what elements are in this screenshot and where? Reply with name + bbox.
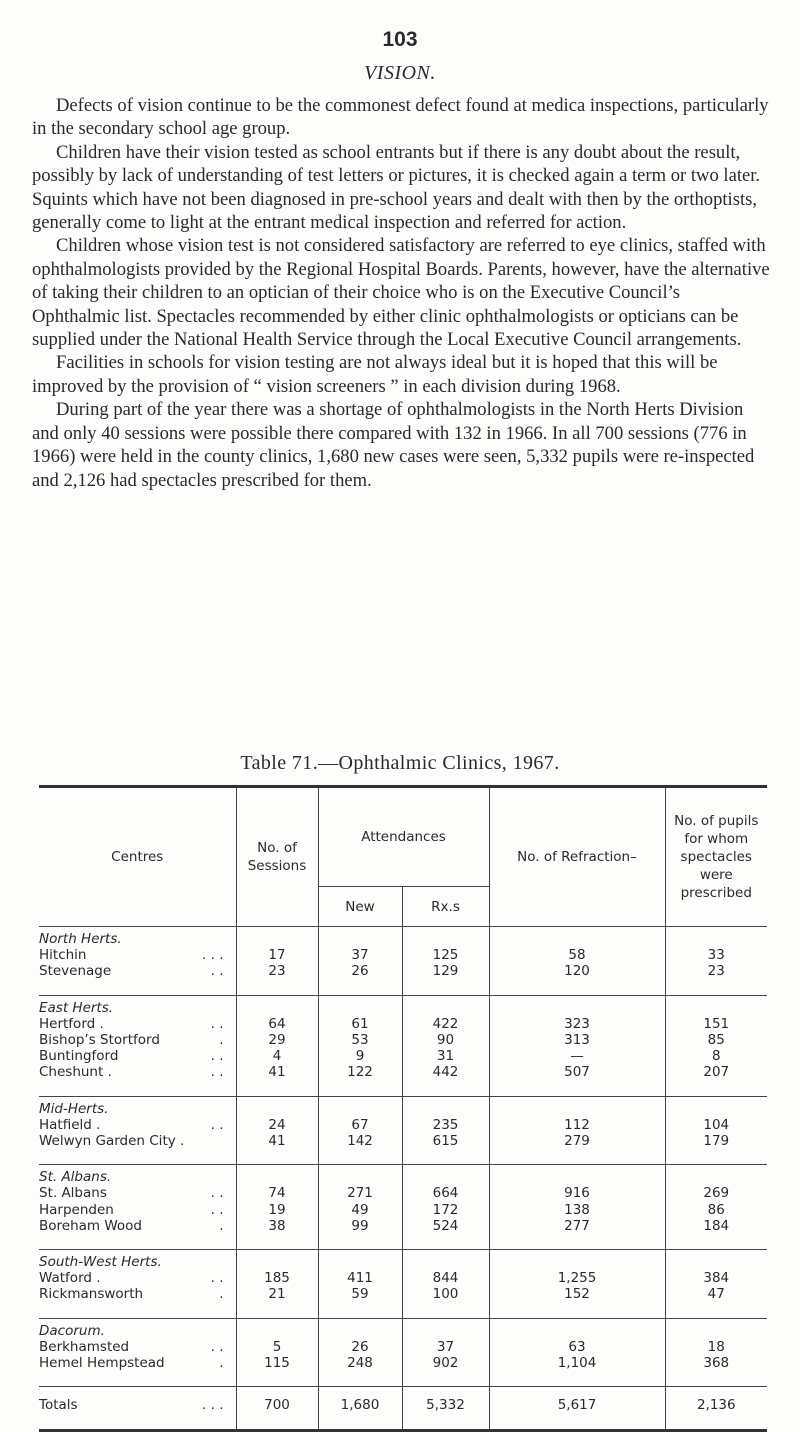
centre-name: Welwyn Garden City . xyxy=(39,1133,185,1150)
paragraph: Children whose vision test is not considered satisfactory are referred to eye clinics, staffed with ophthalmologists provided by the Regional Hospital Boards. Parents, however, have the alternative of taking their children to an optician of their choice who is on the Executive Council’s Ophthalmic list. Spectacles recommended by either clinic ophthalmologists or opticians can be supplied under the National Health Service through the Local Executive Council arrangements. xyxy=(32,235,770,351)
totals-row xyxy=(39,1387,767,1431)
sessions-cell: 74 xyxy=(236,1185,318,1201)
table-row xyxy=(39,1185,767,1201)
rxs-cell: 664 xyxy=(402,1185,489,1201)
paragraph: Children have their vision tested as school entrants but if there is any doubt about the result, possibly by lack of understanding of test letters or pictures, it is checked again a term or two later. Squints which have not been diagnosed in pre-school years and dealt with then by the orthoptists, generally come to light at the entrant medical inspection and referred for action. xyxy=(32,141,761,234)
rxs-cell: 90 xyxy=(402,1032,489,1048)
header-spectacles: No. of pupils for whom spectacles were prescribed xyxy=(665,787,767,927)
spectacles-cell: 85 xyxy=(665,1032,767,1048)
centre-name: Boreham Wood xyxy=(39,1217,142,1234)
total-refraction-cell: 5,617 xyxy=(489,1387,665,1431)
centre-name: Watford . xyxy=(39,1270,101,1287)
rxs-cell: 100 xyxy=(402,1286,489,1318)
empty-cell xyxy=(665,927,767,948)
paragraph: During part of the year there was a shortage of ophthalmologists in the North Herts Division and only 40 sessions were possible there compared with 132 in 1966. In all 700 sessions (776 in 1966) were held in the county clinics, 1,680 new cases were seen, 5,332 pupils were re-inspected and 2,126 had spectacles prescribed for them. xyxy=(32,399,755,491)
sessions-cell: 38 xyxy=(236,1218,318,1250)
empty-cell xyxy=(318,1165,402,1186)
centre-cell xyxy=(39,1117,236,1133)
spectacles-cell: 384 xyxy=(665,1270,767,1286)
empty-cell xyxy=(665,1318,767,1339)
refraction-cell: 1,255 xyxy=(489,1270,665,1286)
group-name: Dacorum. xyxy=(39,1322,105,1339)
new-cell: 49 xyxy=(318,1202,402,1218)
rxs-cell: 524 xyxy=(402,1218,489,1250)
centre-cell xyxy=(39,1286,236,1318)
centre-name: Stevenage xyxy=(39,963,112,980)
empty-cell xyxy=(236,995,318,1016)
total-sessions-cell: 700 xyxy=(236,1387,318,1431)
empty-cell xyxy=(489,927,665,948)
spectacles-cell: 104 xyxy=(665,1117,767,1133)
refraction-cell: 507 xyxy=(489,1064,665,1096)
table-row xyxy=(39,1016,767,1032)
centre-cell xyxy=(39,1339,236,1355)
total-new-cell: 1,680 xyxy=(318,1387,402,1431)
table-row xyxy=(39,1117,767,1133)
table-row xyxy=(39,1339,767,1355)
empty-cell xyxy=(236,1165,318,1186)
header-rxs: Rx.s xyxy=(402,887,489,927)
group-header-row xyxy=(39,1096,767,1117)
sessions-cell: 41 xyxy=(236,1064,318,1096)
spectacles-cell: 151 xyxy=(665,1016,767,1032)
spectacles-cell: 86 xyxy=(665,1202,767,1218)
total-spectacles-cell: 2,136 xyxy=(665,1387,767,1431)
refraction-cell: 279 xyxy=(489,1133,665,1165)
header-new: New xyxy=(318,887,402,927)
group-name: South-West Herts. xyxy=(39,1254,162,1271)
empty-cell xyxy=(489,1318,665,1339)
sessions-cell: 4 xyxy=(236,1048,318,1064)
sessions-cell: 115 xyxy=(236,1355,318,1387)
centre-name: Buntingford xyxy=(39,1048,119,1065)
totals-label: Totals xyxy=(39,1397,78,1414)
refraction-cell: 152 xyxy=(489,1286,665,1318)
centre-name: Hertford . xyxy=(39,1015,104,1032)
leader-dots: . . . xyxy=(202,947,224,964)
sessions-cell: 185 xyxy=(236,1270,318,1286)
sessions-cell: 17 xyxy=(236,947,318,963)
centre-name: Rickmansworth xyxy=(39,1286,144,1303)
rxs-cell: 37 xyxy=(402,1339,489,1355)
centre-cell xyxy=(39,1048,236,1064)
new-cell: 271 xyxy=(318,1185,402,1201)
new-cell: 411 xyxy=(318,1270,402,1286)
centre-cell xyxy=(39,1185,236,1201)
empty-cell xyxy=(489,1250,665,1271)
table-row xyxy=(39,947,767,963)
sessions-cell: 21 xyxy=(236,1286,318,1318)
spectacles-cell: 179 xyxy=(665,1133,767,1165)
spectacles-cell: 269 xyxy=(665,1185,767,1201)
paragraph: Facilities in schools for vision testing are not always ideal but it is hoped that this will be improved by the provision of “ vision screeners ” in each division during 1968. xyxy=(32,352,718,397)
leader-dots: . . xyxy=(210,1201,224,1218)
empty-cell xyxy=(489,995,665,1016)
page-number: 103 xyxy=(382,28,418,51)
refraction-cell: 138 xyxy=(489,1202,665,1218)
refraction-cell: 277 xyxy=(489,1218,665,1250)
leader-dots: . . xyxy=(210,1338,224,1355)
table-title: Table 71.—Ophthalmic Clinics, 1967. xyxy=(240,752,560,774)
refraction-cell: 120 xyxy=(489,963,665,995)
leader-dots: . . xyxy=(210,1064,224,1081)
empty-cell xyxy=(236,1250,318,1271)
header-refraction: No. of Refraction– xyxy=(489,787,665,927)
leader-dots: . xyxy=(219,1217,224,1234)
ophthalmic-clinics-table xyxy=(39,785,767,1432)
centre-cell xyxy=(39,1355,236,1387)
centre-name: St. Albans xyxy=(39,1185,107,1202)
centre-cell xyxy=(39,1064,236,1096)
centre-cell xyxy=(39,1032,236,1048)
refraction-cell: 63 xyxy=(489,1339,665,1355)
empty-cell xyxy=(402,1165,489,1186)
header-attendances: Attendances xyxy=(318,787,489,887)
leader-dots: . xyxy=(219,1032,224,1049)
new-cell: 248 xyxy=(318,1355,402,1387)
total-rxs-cell: 5,332 xyxy=(402,1387,489,1431)
sessions-cell: 41 xyxy=(236,1133,318,1165)
rxs-cell: 172 xyxy=(402,1202,489,1218)
sessions-cell: 5 xyxy=(236,1339,318,1355)
sessions-cell: 23 xyxy=(236,963,318,995)
spectacles-cell: 184 xyxy=(665,1218,767,1250)
centre-name: Hemel Hempstead xyxy=(39,1355,165,1372)
group-name: St. Albans. xyxy=(39,1169,112,1186)
sessions-cell: 24 xyxy=(236,1117,318,1133)
table-row xyxy=(39,1286,767,1318)
leader-dots: . . xyxy=(210,1116,224,1133)
centre-cell xyxy=(39,1270,236,1286)
empty-cell xyxy=(665,995,767,1016)
new-cell: 37 xyxy=(318,947,402,963)
rxs-cell: 615 xyxy=(402,1133,489,1165)
new-cell: 67 xyxy=(318,1117,402,1133)
centre-name: Berkhamsted xyxy=(39,1338,130,1355)
new-cell: 26 xyxy=(318,1339,402,1355)
spectacles-cell: 33 xyxy=(665,947,767,963)
rxs-cell: 844 xyxy=(402,1270,489,1286)
rxs-cell: 902 xyxy=(402,1355,489,1387)
centre-cell xyxy=(39,1202,236,1218)
rxs-cell: 235 xyxy=(402,1117,489,1133)
empty-cell xyxy=(665,1096,767,1117)
group-header-row xyxy=(39,1165,767,1186)
empty-cell xyxy=(402,1318,489,1339)
table-row xyxy=(39,1202,767,1218)
centre-cell xyxy=(39,1218,236,1250)
centre-name: Hitchin xyxy=(39,947,87,964)
new-cell: 9 xyxy=(318,1048,402,1064)
empty-cell xyxy=(402,1250,489,1271)
table-row xyxy=(39,1064,767,1096)
table-body xyxy=(39,927,767,1431)
empty-cell xyxy=(489,1165,665,1186)
empty-cell xyxy=(318,1318,402,1339)
totals-cell xyxy=(39,1387,236,1431)
centre-cell xyxy=(39,947,236,963)
empty-cell xyxy=(318,995,402,1016)
refraction-cell: — xyxy=(489,1048,665,1064)
refraction-cell: 112 xyxy=(489,1117,665,1133)
table-row xyxy=(39,1133,767,1165)
group-header-row xyxy=(39,1318,767,1339)
new-cell: 122 xyxy=(318,1064,402,1096)
refraction-cell: 323 xyxy=(489,1016,665,1032)
leader-dots: . . xyxy=(210,1270,224,1287)
group-header-row xyxy=(39,995,767,1016)
empty-cell xyxy=(665,1250,767,1271)
spectacles-cell: 8 xyxy=(665,1048,767,1064)
section-title: VISION. xyxy=(364,62,436,84)
leader-dots: . . xyxy=(210,1015,224,1032)
rxs-cell: 442 xyxy=(402,1064,489,1096)
empty-cell xyxy=(665,1165,767,1186)
empty-cell xyxy=(402,995,489,1016)
empty-cell xyxy=(402,1096,489,1117)
group-header-row xyxy=(39,1250,767,1271)
table-row xyxy=(39,1218,767,1250)
centre-cell xyxy=(39,1016,236,1032)
empty-cell xyxy=(236,1096,318,1117)
header-centres: Centres xyxy=(39,787,236,927)
leader-dots: . xyxy=(219,1355,224,1372)
leader-dots: . . xyxy=(210,963,224,980)
body-text xyxy=(32,94,770,492)
sessions-cell: 29 xyxy=(236,1032,318,1048)
new-cell: 61 xyxy=(318,1016,402,1032)
rxs-cell: 129 xyxy=(402,963,489,995)
empty-cell xyxy=(236,1318,318,1339)
empty-cell xyxy=(402,927,489,948)
rxs-cell: 422 xyxy=(402,1016,489,1032)
sessions-cell: 19 xyxy=(236,1202,318,1218)
spectacles-cell: 18 xyxy=(665,1339,767,1355)
sessions-cell: 64 xyxy=(236,1016,318,1032)
centre-name: Bishop’s Stortford xyxy=(39,1032,160,1049)
rxs-cell: 31 xyxy=(402,1048,489,1064)
table-row xyxy=(39,963,767,995)
spectacles-cell: 47 xyxy=(665,1286,767,1318)
empty-cell xyxy=(236,927,318,948)
empty-cell xyxy=(318,927,402,948)
centre-name: Hatfield . xyxy=(39,1116,101,1133)
leader-dots: . . . xyxy=(202,1397,224,1414)
centre-cell xyxy=(39,1133,236,1165)
centre-name: Harpenden xyxy=(39,1201,114,1218)
leader-dots: . . xyxy=(210,1185,224,1202)
leader-dots: . xyxy=(219,1286,224,1303)
refraction-cell: 58 xyxy=(489,947,665,963)
header-sessions: No. of Sessions xyxy=(236,787,318,927)
centre-name: Cheshunt . xyxy=(39,1064,112,1081)
new-cell: 53 xyxy=(318,1032,402,1048)
new-cell: 99 xyxy=(318,1218,402,1250)
new-cell: 26 xyxy=(318,963,402,995)
table-row xyxy=(39,1048,767,1064)
centre-cell xyxy=(39,963,236,995)
table-row xyxy=(39,1032,767,1048)
spectacles-cell: 23 xyxy=(665,963,767,995)
group-name: Mid-Herts. xyxy=(39,1100,109,1117)
paragraph: Defects of vision continue to be the commonest defect found at medica inspections, particularly in the secondary school age group. xyxy=(32,95,769,140)
new-cell: 59 xyxy=(318,1286,402,1318)
table-row xyxy=(39,1270,767,1286)
empty-cell xyxy=(318,1250,402,1271)
empty-cell xyxy=(318,1096,402,1117)
leader-dots: . . xyxy=(210,1048,224,1065)
spectacles-cell: 368 xyxy=(665,1355,767,1387)
group-name: North Herts. xyxy=(39,931,122,947)
group-name: East Herts. xyxy=(39,999,114,1016)
table-row xyxy=(39,1355,767,1387)
new-cell: 142 xyxy=(318,1133,402,1165)
group-header-row xyxy=(39,927,767,948)
refraction-cell: 916 xyxy=(489,1185,665,1201)
empty-cell xyxy=(489,1096,665,1117)
rxs-cell: 125 xyxy=(402,947,489,963)
spectacles-cell: 207 xyxy=(665,1064,767,1096)
refraction-cell: 1,104 xyxy=(489,1355,665,1387)
refraction-cell: 313 xyxy=(489,1032,665,1048)
